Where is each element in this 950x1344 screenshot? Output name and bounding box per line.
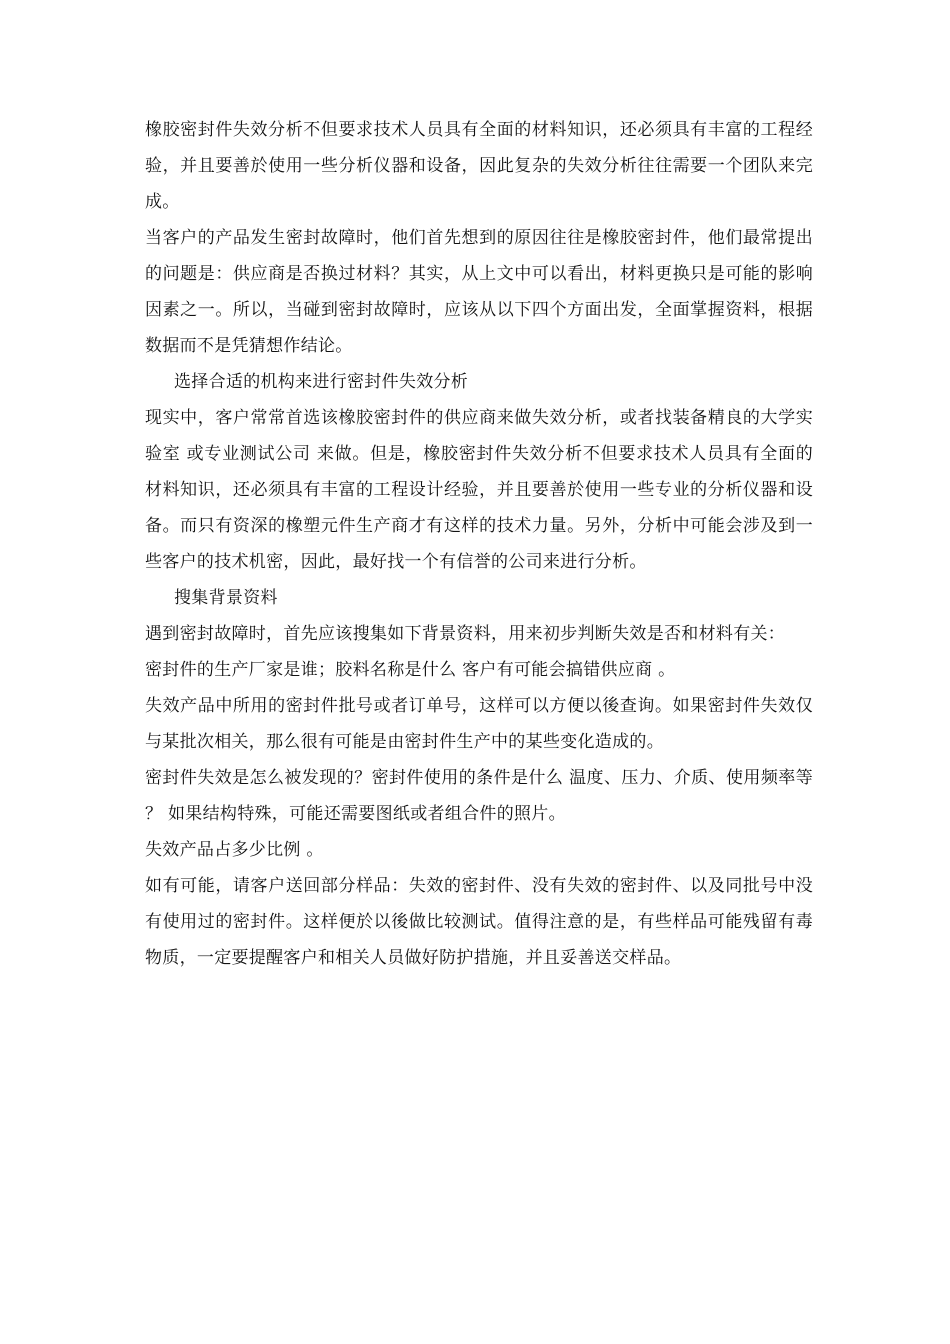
paragraph-institution: 现实中，客户常常首选该橡胶密封件的供应商来做失效分析，或者找装备精良的大学实验室 或专业测试公司 来做。但是，橡胶密封件失效分析不但要求技术人员具有全面的材料知识，还必须具有丰富的工程设计经验，并且要善於使用一些专业的分析仪器和设备。而只有资深的橡塑元件生产商才有这样的技术力量。另外，分析中可能会涉及到一些客户的技术机密，因此，最好找一个有信誉的公司来进行分析。 [145, 408, 813, 572]
paragraph-samples: 如有可能，请客户送回部分样品：失效的密封件、没有失效的密封件、以及同批号中没有使用过的密封件。这样便於以後做比较测试。值得注意的是，有些样品可能残留有毒物质，一定要提醒客户和相关人员做好防护措施，并且妥善送交样品。 [145, 876, 813, 968]
paragraph-failure-ratio: 失效产品占多少比例 。 [145, 840, 324, 860]
section-heading-background: 搜集背景资料 [174, 588, 278, 608]
paragraph-background-intro: 遇到密封故障时，首先应该搜集如下背景资料，用来初步判断失效是否和材料有关： [145, 624, 786, 644]
section-heading-choose-institution: 选择合适的机构来进行密封件失效分析 [174, 372, 469, 392]
paragraph-batch-number: 失效产品中所用的密封件批号或者订单号，这样可以方便以後查询。如果密封件失效仅与某批次相关，那么很有可能是由密封件生产中的某些变化造成的。 [145, 696, 813, 752]
paragraph-intro: 橡胶密封件失效分析不但要求技术人员具有全面的材料知识，还必须具有丰富的工程经验，并且要善於使用一些分析仪器和设备，因此复杂的失效分析往往需要一个团队来完成。 [145, 120, 813, 212]
paragraph-how-discovered: 密封件失效是怎么被发现的？密封件使用的条件是什么 温度、压力、介质、使用频率等 ？ 如果结构特殊，可能还需要图纸或者组合件的照片。 [145, 768, 813, 824]
paragraph-manufacturer: 密封件的生产厂家是谁；胶料名称是什么 客户有可能会搞错供应商 。 [145, 660, 676, 680]
document-body [145, 112, 813, 976]
paragraph-customer-failure: 当客户的产品发生密封故障时，他们首先想到的原因往往是橡胶密封件，他们最常提出的问题是：供应商是否换过材料？其实，从上文中可以看出，材料更换只是可能的影响因素之一。所以，当碰到密封故障时，应该从以下四个方面出发，全面掌握资料，根据数据而不是凭猜想作结论。 [145, 228, 813, 356]
